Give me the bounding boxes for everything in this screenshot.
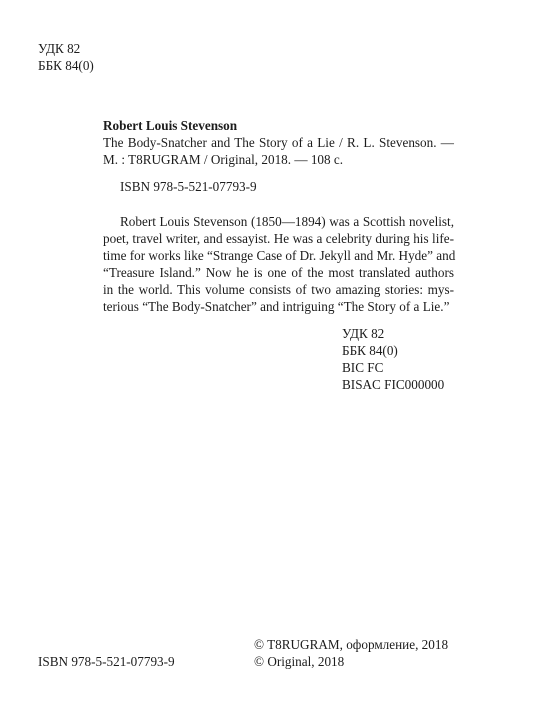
udk-code: УДК 82 [342, 326, 385, 341]
title-line-2: M. : T8RUGRAM / Original, 2018. — 108 c. [103, 152, 344, 167]
title-line-1: The Body-Snatcher and The Story of a Lie / R. L. Stevenson. — [103, 135, 454, 150]
annotation-line: in the world. This volume consists of two amazing stories: mys- [103, 282, 454, 297]
isbn-footer: ISBN 978-5-521-07793-9 [38, 654, 175, 669]
annotation-line: “Treasure Island.” Now he is one of the most translated authors [103, 265, 454, 280]
copyright-line-2: © Original, 2018 [254, 654, 345, 669]
author-name: Robert Louis Stevenson [103, 118, 238, 133]
bbk-code: ББК 84(0) [342, 343, 398, 358]
annotation-line: Robert Louis Stevenson (1850—1894) was a Scottish novelist, [120, 214, 454, 229]
isbn-catalog: ISBN 978-5-521-07793-9 [120, 179, 257, 194]
udk-code-top: УДК 82 [38, 41, 81, 56]
annotation-line: time for works like “Strange Case of Dr. Jekyll and Mr. Hyde” and [103, 248, 456, 263]
bic-code: BIC FC [342, 360, 384, 375]
copyright-line-1: © T8RUGRAM, оформление, 2018 [254, 637, 449, 652]
bbk-code-top: ББК 84(0) [38, 58, 94, 73]
bisac-code: BISAC FIC000000 [342, 377, 445, 392]
annotation-line: poet, travel writer, and essayist. He was a celebrity during his life- [103, 231, 454, 246]
annotation-line: terious “The Body-Snatcher” and intriguing “The Story of a Lie.” [103, 299, 450, 314]
